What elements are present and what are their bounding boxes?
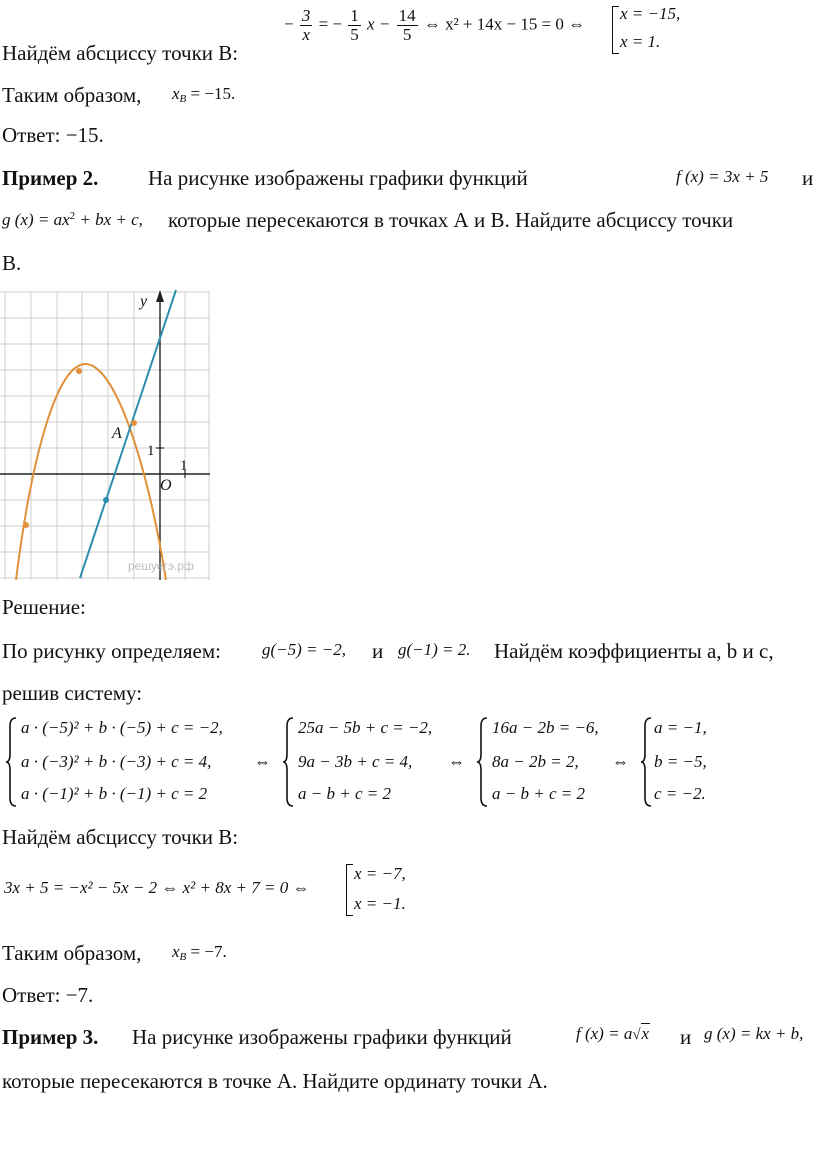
example2-f: f (x) = 3x + 5: [676, 167, 769, 186]
system-1: a · (−5)² + b · (−5) + c = −2, a · (−3)² + b · (−3) + c = 4, a · (−1)² + b · (−1) + c = 2: [5, 716, 265, 808]
y-axis-label: y: [140, 293, 148, 310]
parabola-point: [23, 522, 29, 528]
solution-g-minus5: g(−5) = −2,: [262, 640, 346, 659]
watermark: решуегэ.рф: [128, 559, 194, 573]
solution-thus: Таким образом,: [2, 941, 142, 965]
example2-text-a: На рисунке изображены графики функций: [148, 166, 528, 190]
example3-g: g (x) = kx + b,: [704, 1024, 804, 1043]
solution-root-2: x = −1.: [354, 894, 406, 913]
example2-text-c: В.: [2, 251, 22, 275]
top-lead: Найдём абсциссу точки В:: [2, 41, 239, 65]
grid: [0, 292, 210, 580]
top-equation: − $\frac{3}{x}$ = − $\frac{1}{5}$ x − $\frac{14}{5}$ ⇔ x² + 14x − 15 = 0 ⇔: [284, 6, 586, 44]
root-bracket: [346, 864, 353, 916]
top-answer: Ответ: −15.: [2, 123, 104, 147]
y-unit-label: 1: [147, 443, 155, 459]
equiv-arrow: ⇔: [612, 752, 629, 771]
line-graph: [80, 290, 176, 578]
solution-root-1: x = −7,: [354, 864, 406, 883]
line-point: [103, 497, 109, 503]
solution-find-b: Найдём абсциссу точки В:: [2, 825, 239, 849]
solution-line1-b: Найдём коэффициенты a, b и c,: [494, 639, 774, 663]
example3-heading: Пример 3.: [2, 1025, 99, 1049]
example3-text-a: На рисунке изображены графики функций: [132, 1025, 512, 1049]
example2-heading: Пример 2.: [2, 166, 99, 190]
equiv-arrow: ⇔: [448, 752, 465, 771]
equiv-arrow: ⇔: [254, 752, 271, 771]
top-thus: Таким образом,: [2, 83, 142, 107]
example3-and: и: [680, 1025, 692, 1049]
origin-label: O: [160, 477, 172, 494]
example2-text-b: которые пересекаются в точках А и В. Найдите абсциссу точки: [168, 208, 734, 232]
intersection-point-a: [131, 420, 137, 426]
solution-and: и: [372, 639, 384, 663]
solution-eq2: 3x + 5 = −x² − 5x − 2 ⇔ x² + 8x + 7 = 0 ⇔: [4, 878, 310, 897]
parabola-point: [76, 368, 82, 374]
solution-thus-math: $x_B = -7$.: [172, 942, 227, 963]
solution-g-minus1: g(−1) = 2.: [398, 640, 471, 659]
point-a-label: A: [112, 425, 122, 442]
top-root-2: x = 1.: [620, 32, 661, 51]
system-4: a = −1, b = −5, c = −2.: [640, 716, 740, 808]
solution-line1-a: По рисунку определяем:: [2, 639, 221, 663]
top-thus-math: $x_B = -15$.: [172, 84, 236, 105]
solution-line2: решив систему:: [2, 681, 143, 705]
solution-title: Решение:: [2, 595, 86, 619]
example3-text-b: которые пересекаются в точке А. Найдите ординату точки А.: [2, 1069, 548, 1093]
root-bracket: [612, 6, 619, 54]
solution-answer: Ответ: −7.: [2, 983, 94, 1007]
system-3: 16a − 2b = −6, 8a − 2b = 2, a − b + c = 2: [476, 716, 626, 808]
example3-f: f (x) = a√x: [576, 1024, 650, 1043]
example2-g: g $(x) = ax^2$ + bx + c,: [2, 210, 143, 229]
example2-and: и: [802, 166, 814, 190]
system-2: 25a − 5b + c = −2, 9a − 3b + c = 4, a − b + c = 2: [282, 716, 452, 808]
top-root-1: x = −15,: [620, 4, 681, 23]
x-unit-label: 1: [180, 458, 188, 474]
function-graph: [0, 288, 212, 580]
